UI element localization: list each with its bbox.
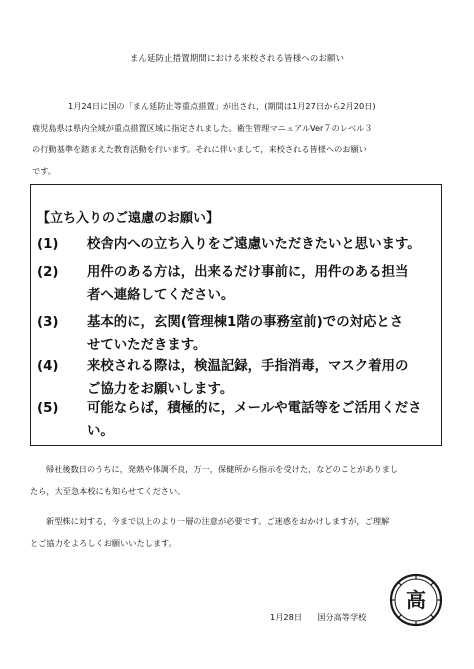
notes-line: 新型株に対する，今まで以上のより一層の注意が必要です。ご迷惑をおかけしますが，ご理解 bbox=[46, 516, 390, 526]
notes-line: とご協力をよろしくお願いいたします。 bbox=[30, 538, 177, 548]
notes-paragraph bbox=[30, 458, 444, 554]
intro-line: です。 bbox=[32, 165, 56, 176]
intro-line: 鹿児島県は県内全域が重点措置区域に指定されました。衛生管理マニュアルVer７のレベル３ bbox=[32, 122, 373, 133]
school-emblem-icon bbox=[388, 572, 444, 628]
intro-line: 1月24日に国の「まん延防止等重点措置」が出され，(期間は1月27日から2月20日) bbox=[68, 101, 376, 111]
request-item-text: 来校される際は，検温記録，手指消毒，マスク着用の bbox=[87, 359, 409, 374]
request-item-3 bbox=[37, 311, 437, 357]
request-item-text: 者へ連絡してください。 bbox=[87, 288, 235, 303]
footer-date: 1月28日 bbox=[270, 612, 303, 622]
request-item-1 bbox=[37, 233, 437, 256]
intro-paragraph bbox=[32, 96, 442, 182]
notes-line: 帰社後数日のうちに，発熱や体調不良，万一，保健所から指示を受けた，などのことがありまし bbox=[46, 464, 399, 474]
request-item-2 bbox=[37, 261, 437, 307]
document-title: まん延防止措置期間における来校される皆様へのお願い bbox=[129, 53, 345, 63]
request-box-heading: 【立ち入りのご遠慮のお願い】 bbox=[37, 211, 220, 226]
request-item-number: (4) bbox=[37, 359, 59, 374]
footer-school: 国分高等学校 bbox=[317, 612, 367, 622]
request-item-text: 可能ならば，積極的に，メールや電話等をご活用くださ bbox=[87, 401, 422, 416]
notes-line: たら，大至急本校にも知らせてください。 bbox=[30, 486, 186, 496]
request-item-text: 基本的に，玄関(管理棟1階の事務室前)での対応とさ bbox=[87, 315, 404, 330]
request-item-number: (2) bbox=[37, 265, 59, 280]
request-item-text: 校舎内への立ち入りをご遠慮いただきたいと思います。 bbox=[87, 237, 421, 252]
request-item-text: ご協力をお願いします。 bbox=[87, 382, 234, 397]
request-item-4 bbox=[37, 355, 437, 401]
seal-char: 高 bbox=[406, 588, 426, 612]
request-item-text: い。 bbox=[87, 424, 114, 439]
intro-line: の行動基準を踏まえた教育活動を行います。それに伴いまして，来校される皆様へのお願い bbox=[32, 144, 367, 154]
request-item-number: (3) bbox=[37, 315, 59, 330]
request-item-text: 用件のある方は，出来るだけ事前に，用件のある担当 bbox=[87, 265, 409, 280]
request-item-number: (1) bbox=[37, 237, 59, 252]
request-item-number: (5) bbox=[37, 401, 59, 416]
request-box bbox=[30, 184, 442, 446]
request-item-5 bbox=[37, 397, 437, 443]
footer-signature bbox=[270, 612, 366, 623]
request-item-text: せていただきます。 bbox=[87, 338, 207, 353]
